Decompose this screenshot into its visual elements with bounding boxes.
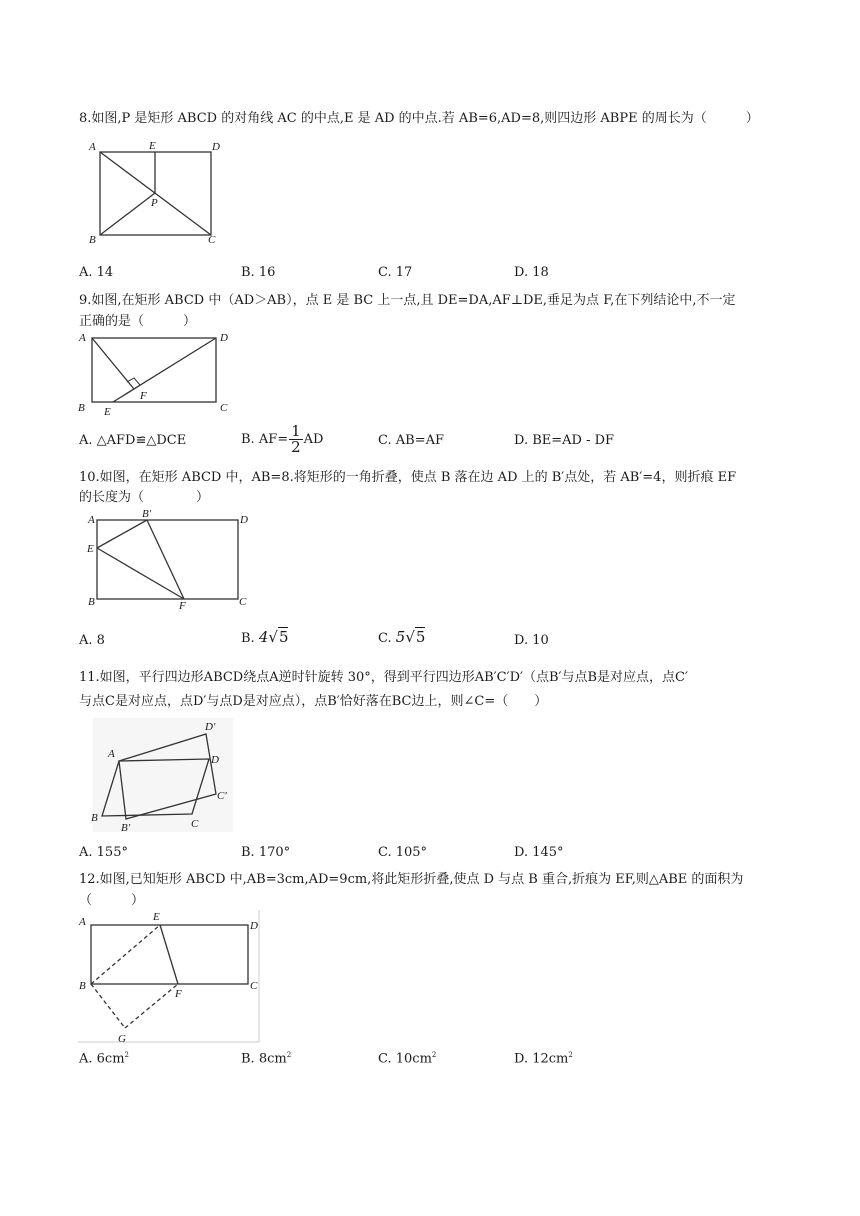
- q12-option-b-sup: 2: [286, 1051, 292, 1059]
- q12-option-a-text: A. 6cm: [79, 1051, 125, 1067]
- q10-option-b-value: 4√5: [258, 628, 289, 646]
- q8-label-C: C: [208, 234, 216, 246]
- q8-label-P: P: [151, 197, 158, 209]
- q9-option-a: A. △AFD≌△DCE: [79, 433, 187, 448]
- q9-label-D: D: [220, 332, 228, 344]
- q10-label-E: E: [87, 543, 94, 555]
- q9-label-B: B: [78, 402, 85, 414]
- q9-label-F: F: [140, 390, 147, 402]
- q9-figure: [75, 328, 245, 416]
- q9-option-b-prefix: B. AF=: [241, 432, 289, 447]
- q12-option-d-sup: 2: [568, 1051, 573, 1059]
- q8-option-a: A. 14: [79, 265, 114, 280]
- q10-stem-line2: 的长度为（ ）: [79, 490, 210, 505]
- q8-label-A: A: [89, 141, 96, 153]
- q9-option-b-fraction: [289, 424, 303, 455]
- q9-option-d: D. BE=AD - DF: [514, 433, 615, 448]
- q10-label-B-prime: B′: [142, 508, 152, 520]
- q12-option-a: [79, 1051, 129, 1066]
- q10-option-c-value: 5√5: [395, 628, 426, 646]
- q10-figure: [82, 505, 257, 617]
- q10-option-c: [378, 628, 425, 646]
- q12-option-d-text: D. 12cm: [514, 1051, 569, 1067]
- q12-label-G: G: [118, 1033, 126, 1045]
- q11-label-D-prime: D′: [205, 721, 216, 733]
- q10-option-c-prefix: C.: [378, 631, 392, 646]
- q12-option-c-sup: 2: [431, 1051, 437, 1059]
- q12-option-c-text: C. 10cm: [378, 1051, 432, 1067]
- q10-option-a: A. 8: [79, 633, 105, 648]
- q11-label-B: B: [91, 812, 98, 824]
- q9-option-b: [241, 424, 323, 455]
- q8-label-D: D: [212, 141, 220, 153]
- q10-option-b-coef: 4: [258, 628, 269, 646]
- q11-label-C-prime: C′: [217, 790, 227, 802]
- q11-stem-line2: 与点C是对应点，点D′与点D是对应点），点B′恰好落在BC边上，则∠C=（ ）: [79, 694, 548, 709]
- q10-label-B: B: [88, 596, 95, 608]
- q12-label-B: B: [79, 980, 86, 992]
- q8-figure: [85, 138, 225, 250]
- q10-option-c-coef: 5: [395, 628, 406, 646]
- q9-option-b-suffix: AD: [303, 432, 324, 447]
- q8-label-B: B: [89, 234, 96, 246]
- q10-stem-line1: 10.如图，在矩形 ABCD 中，AB=8.将矩形的一角折叠，使点 B 落在边 AD 上的 B′点处，若 AB′=4，则折痕 EF: [79, 470, 737, 485]
- q11-label-A: A: [108, 748, 115, 760]
- q8-option-c: C. 17: [378, 265, 413, 280]
- q12-figure: [76, 908, 264, 1046]
- q10-label-F: F: [179, 600, 186, 612]
- q11-option-d: D. 145°: [514, 845, 564, 860]
- q12-option-b-text: B. 8cm: [241, 1051, 287, 1067]
- q10-label-D: D: [240, 514, 248, 526]
- q8-label-E: E: [149, 140, 156, 152]
- q12-option-b: [241, 1051, 291, 1066]
- q12-option-a-sup: 2: [124, 1051, 130, 1059]
- q10-option-d: D. 10: [514, 633, 549, 648]
- q9-frac-denominator: 2: [291, 438, 301, 456]
- q12-option-d: [514, 1051, 573, 1066]
- q12-label-F: F: [175, 988, 182, 1000]
- q9-label-A: A: [79, 332, 86, 344]
- q9-label-E: E: [104, 406, 111, 418]
- q11-stem-line1: 11.如图，平行四边形ABCD绕点A逆时针旋转 30°，得到平行四边形AB′C′D′（点B′与点B是对应点，点C′: [79, 670, 688, 685]
- q10-label-C: C: [239, 596, 247, 608]
- q11-label-B-prime: B′: [121, 822, 131, 834]
- q12-label-D: D: [250, 920, 258, 932]
- q10-option-b-radicand: 5: [278, 628, 289, 646]
- q12-label-E: E: [153, 911, 160, 923]
- q12-stem-line1: 12.如图,已知矩形 ABCD 中,AB=3cm,AD=9cm,将此矩形折叠,使点 D 与点 B 重合,折痕为 EF,则△ABE 的面积为: [79, 872, 744, 887]
- q9-frac-numerator: 1: [291, 422, 301, 440]
- q12-label-A: A: [79, 916, 86, 928]
- q12-option-c: [378, 1051, 436, 1066]
- q9-stem-line1: 9.如图,在矩形 ABCD 中（AD＞AB），点 E 是 BC 上一点,且 DE=DA,AF⊥DE,垂足为点 F,在下列结论中,不一定: [79, 293, 736, 308]
- q11-label-C: C: [191, 818, 199, 830]
- q8-option-b: B. 16: [241, 265, 276, 280]
- q10-option-c-radicand: 5: [415, 628, 426, 646]
- q12-label-C: C: [250, 980, 258, 992]
- q8-option-d: D. 18: [514, 265, 549, 280]
- q10-option-b-prefix: B.: [241, 631, 255, 646]
- q12-stem-line2: （ ）: [79, 893, 145, 908]
- q11-option-b: B. 170°: [241, 845, 291, 860]
- q10-label-A: A: [88, 514, 95, 526]
- q11-figure: [88, 716, 238, 834]
- q11-option-c: C. 105°: [378, 845, 428, 860]
- q9-stem-line2: 正确的是（ ）: [79, 314, 197, 329]
- q10-option-b: [241, 628, 288, 646]
- q8-stem: 8.如图,P 是矩形 ABCD 的对角线 AC 的中点,E 是 AD 的中点.若 AB=6,AD=8,则四边形 ABPE 的周长为（ ）: [79, 111, 759, 126]
- q9-option-c: C. AB=AF: [378, 433, 444, 448]
- q9-label-C: C: [220, 402, 228, 414]
- q11-label-D: D: [211, 754, 219, 766]
- q11-option-a: A. 155°: [79, 845, 128, 860]
